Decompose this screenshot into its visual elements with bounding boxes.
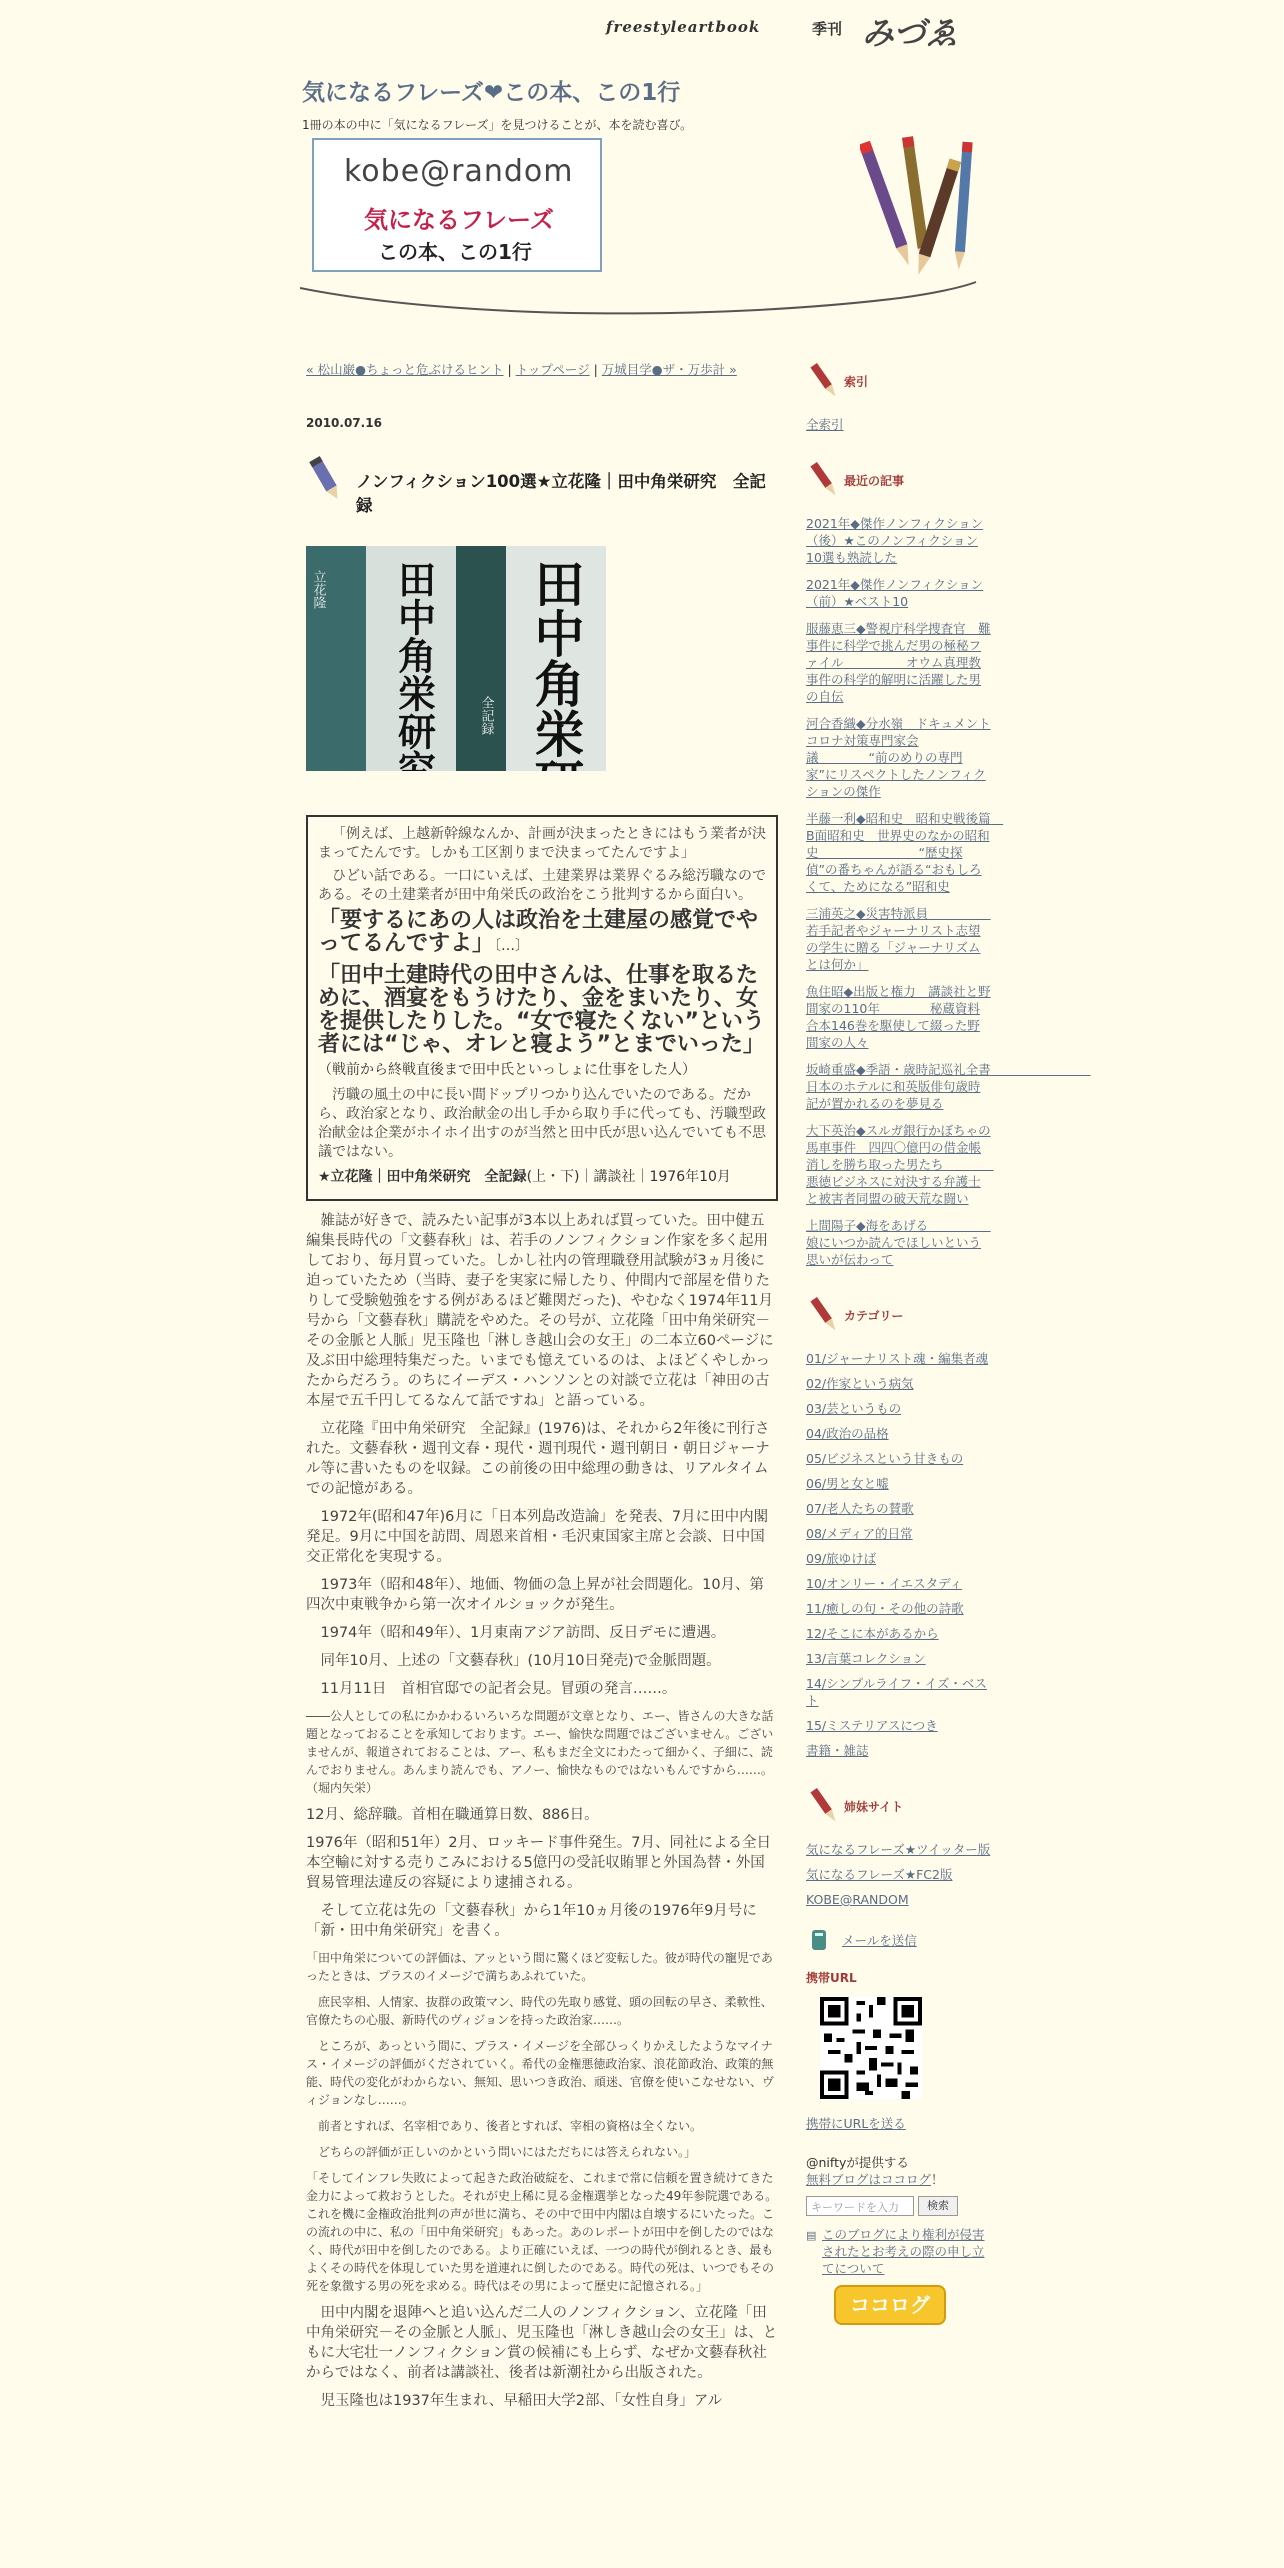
sidebar-index-label: 索引 bbox=[844, 375, 869, 389]
body-paragraph: 田中内閣を退陣へと追い込んだ二人のノンフィクション、立花隆「田中角栄研究－その金脈と人脈」、児玉隆也「淋しき越山会の女王」は、ともに大宅壮一ノンフィクション賞の候補にも上らず、なぜか文藝春秋社からではなく、前者は講談社、後者は新潮社から出版された。 bbox=[306, 2305, 778, 2381]
category-link[interactable]: 15/ミステリアスにつき bbox=[806, 1718, 938, 1733]
search-button[interactable]: 検索 bbox=[918, 2196, 958, 2216]
doc-icon: ▤ bbox=[806, 2229, 817, 2242]
category-link[interactable]: 09/旅ゆけば bbox=[806, 1551, 877, 1566]
sidebar-sister-header bbox=[806, 1785, 992, 1829]
next-post-link[interactable]: 万城目学●ザ・万歩計 » bbox=[601, 362, 737, 377]
blog-title[interactable]: 気になるフレーズ❤この本、この1行 bbox=[302, 80, 681, 106]
body-paragraph: 庶民宰相、人情家、抜群の政策マン、時代の先取り感覚、頭の回転の早さ、柔軟性、官僚たちの心服、新時代のヴィジョンを持った政治家……。 bbox=[306, 1995, 773, 2027]
quote-paragraph: 汚職の風土の中に長い間ドップリつかり込んでいたのである。だから、政治家となり、政治献金の出し手から取り手に代っても、汚職型政治献金は企業がホイホイ出すのが当然と田中氏が思い込んでいても不思議ではない。 bbox=[318, 1087, 766, 1160]
sidebar-category-header bbox=[806, 1294, 992, 1338]
body-paragraph: 「そしてインフレ失敗によって起きた政治破綻を、これまで常に信頼を置き続けてきた金力によって救おうとした。それが史上稀に見る金権選挙となった49年参院選である。これを機に金権政治批判の声が世に満ち、その中で田中内閣は自壊するにいたった。この流れの中に、私の「田中角栄研究」もあった。あのレポートが田中を倒したのではなく、時代が田中を倒したのである。より正確にいえば、一つの時代が倒れるとき、最もよくその時代を体現していた男を道連れに倒したのである。時代の死は、いつでもその死を象徴する男の死を求める。時代はその男によって歴史に記憶される。」 bbox=[306, 2171, 778, 2293]
body-paragraph: ――公人としての私にかかわるいろいろな問題が文章となり、エー、皆さんの大きな話題となっておることを承知しております。エー、愉快な問題ではございません。ございませんが、報道されておることは、アー、私もまだ全文にわたって細かく、子細に、読んでおりません。あんまり読んでも、アノー、愉快なものではないもんですから……。（堀内矢栄） bbox=[306, 1709, 774, 1795]
sidebar-index-header bbox=[806, 360, 992, 404]
mail-row bbox=[806, 1926, 992, 1956]
brand-en: freestyleartbook bbox=[606, 18, 761, 36]
quote-paragraph: ひどい話である。一口にいえば、土建業界は業界ぐるみ総汚職なのである。その土建業者が田中角栄氏の政治をこう批判するから面白い。 bbox=[318, 868, 766, 903]
category-link[interactable]: 08/メディア的日常 bbox=[806, 1526, 913, 1541]
category-link[interactable]: 07/老人たちの賛歌 bbox=[806, 1501, 914, 1516]
citation-details: (上・下)｜講談社｜1976年10月 bbox=[526, 1169, 731, 1185]
nifty-tail: ！ bbox=[931, 2172, 944, 2187]
body-paragraph: そして立花は先の「文藝春秋」から1年10ヵ月後の1976年9月号に「新・田中角栄研究」を書く。 bbox=[306, 1903, 757, 1939]
body-paragraph: 前者とすれば、名宰相であり、後者とすれば、宰相の資格は全くない。 bbox=[318, 2119, 703, 2133]
brush-icon bbox=[806, 1785, 842, 1825]
category-link[interactable]: 04/政治の品格 bbox=[806, 1426, 889, 1441]
recent-post-link[interactable]: 服藤恵三◆警視庁科学捜査官 難事件に科学で挑んだ男の極秘ファイル オウム真理教事件の科学的解明に活躍した男の自伝 bbox=[806, 621, 991, 704]
recent-post-link[interactable]: 三浦英之◆災害特派員 若手記者やジャーナリスト志望の学生に贈る「ジャーナリズムとは何か」 bbox=[806, 906, 991, 972]
cover-author: 立花隆 bbox=[310, 570, 326, 609]
category-link[interactable]: 12/そこに本があるから bbox=[806, 1626, 939, 1641]
recent-post-link[interactable]: 坂崎重盛◆季語・歳時記巡礼全書 日本のホテルに和英版俳句歳時記が置かれるのを夢見る bbox=[806, 1062, 1091, 1111]
post-body bbox=[306, 1211, 778, 2411]
sidebar-category-label: カテゴリー bbox=[844, 1309, 904, 1323]
nifty-info bbox=[806, 2154, 992, 2188]
body-paragraph: 児玉隆也は1937年生まれ、早稲田大学2部、「女性自身」アル bbox=[320, 2393, 723, 2409]
body-paragraph: 「田中角栄についての評価は、アッという間に驚くほど変転した。彼が時代の寵児であったときは、プラスのイメージで満ちあふれていた。 bbox=[306, 1951, 773, 1983]
sidebar bbox=[806, 360, 1091, 2325]
body-paragraph: どちらの評価が正しいのかという問いにはただちには答えられない。」 bbox=[318, 2145, 697, 2159]
body-paragraph: 1976年（昭和51年）2月、ロッキード事件発生。7月、同社による全日本空輸に対する売りこみにおける5億円の受託収賄罪と外国為替・外国貿易管理法違反の容疑により逮捕される。 bbox=[306, 1835, 772, 1891]
nav-separator: | bbox=[589, 362, 602, 377]
cover-title-right: 田中角栄研究 bbox=[526, 558, 586, 771]
brand-jp: みづゑ bbox=[862, 14, 958, 52]
cover-title-left: 田中角栄研究 bbox=[391, 560, 437, 771]
banner-line2: 気になるフレーズ bbox=[364, 206, 554, 234]
category-link[interactable]: 03/芸というもの bbox=[806, 1401, 902, 1416]
citation-title: ★立花隆｜田中角栄研究 全記録 bbox=[318, 1169, 527, 1185]
mobile-url-label: 携帯URL bbox=[806, 1971, 857, 1985]
body-paragraph: 立花隆『田中角栄研究 全記録』(1976)は、それから2年後に刊行された。文藝春秋・週刊文春・現代・週刊現代・週刊朝日・朝日ジャーナル等に書いたものを収録。この前後の田中総理の動きは、リアルタイムでの記憶がある。 bbox=[306, 1421, 770, 1497]
mail-icon bbox=[806, 1926, 834, 1954]
search-input[interactable]: キーワードを入力 bbox=[806, 2196, 914, 2216]
crayon-icon bbox=[306, 456, 346, 502]
body-paragraph: 1974年（昭和49年）、1月東南アジア訪問、反日デモに遭遇。 bbox=[320, 1625, 726, 1641]
banner-line1: kobe@random bbox=[344, 154, 574, 189]
pencils-illustration bbox=[860, 128, 980, 298]
body-paragraph: 1972年(昭和47年)6月に「日本列島改造論」を発表、7月に田中内閣発足。9月に中国を訪問、周恩来首相・毛沢東国家主席と会談、日中国交正常化を実現する。 bbox=[306, 1509, 769, 1565]
quote-paragraph: 「例えば、上越新幹線なんか、計画が決まったときにはもう業者が決まってたんです。しかも工区割りまで決まってたんですよ」 bbox=[318, 826, 766, 861]
body-paragraph: ところが、あっという間に、プラス・イメージを全部ひっくりかえしたようなマイナス・イメージの評価がくだされていく。希代の金権悪徳政治家、浪花節政治、政策的無能、時代の変化がわからない、無知、思いつき政治、頑迷、官僚を使いこなせない、ヴィジョンなし……。 bbox=[306, 2039, 775, 2107]
category-list bbox=[806, 1350, 992, 1759]
recent-post-link[interactable]: 2021年◆傑作ノンフィクション（前）★ベスト10 bbox=[806, 577, 984, 609]
recent-post-link[interactable]: 大下英治◆スルガ銀行かぼちゃの馬車事件 四四〇億円の借金帳消しを勝ち取った男たち 悪徳ビジネスに対決する弁護士と被害者同盟の破天荒な闘い bbox=[806, 1123, 994, 1206]
brush-icon bbox=[806, 1294, 842, 1334]
post-title[interactable]: ノンフィクション100選★立花隆｜田中角栄研究 全記録 bbox=[356, 472, 766, 515]
recent-post-link[interactable]: 河合香織◆分水嶺 ドキュメントコロナ対策専門家会議 “前のめりの専門家”にリスペクトしたノンフィクションの傑作 bbox=[806, 716, 991, 799]
quote-citation bbox=[318, 1168, 766, 1187]
cocolog-logo[interactable]: ココログ bbox=[834, 2285, 946, 2325]
category-link[interactable]: 14/シンプルライフ・イズ・ベスト bbox=[806, 1676, 987, 1708]
main-column bbox=[306, 360, 778, 2419]
category-link[interactable]: 06/男と女と嘘 bbox=[806, 1476, 889, 1491]
quote-highlight-tail: 〔…〕 bbox=[494, 938, 530, 954]
cocolog-link[interactable]: 無料ブログはココログ bbox=[806, 2172, 932, 2187]
category-link[interactable]: 01/ジャーナリスト魂・編集者魂 bbox=[806, 1351, 989, 1366]
recent-post-link[interactable]: 上間陽子◆海をあげる 娘にいつか読んでほしいという思いが伝わって bbox=[806, 1218, 991, 1267]
brand-logo[interactable] bbox=[600, 10, 1000, 52]
quote-highlight-tail: （戦前から終戦直後まで田中氏といっしょに仕事をした人） bbox=[318, 1062, 696, 1078]
category-link[interactable]: 02/作家という病気 bbox=[806, 1376, 914, 1391]
recent-post-link[interactable]: 魚住昭◆出版と権力 講談社と野間家の110年 秘蔵資料合本146巻を駆使して綴った野間家の人々 bbox=[806, 984, 991, 1050]
report-row bbox=[806, 2226, 992, 2277]
quote-highlight-text: 「要するにあの人は政治を土建屋の感覚でやってるんですよ」 bbox=[318, 908, 759, 956]
recent-posts-list bbox=[806, 515, 1091, 1268]
brush-icon bbox=[806, 360, 842, 400]
recent-post-link[interactable]: 半藤一利◆昭和史 昭和史戦後篇 B面昭和史 世界史のなかの昭和史 “歴史探偵”の番ちゃんが語る“おもしろくて、ためになる”昭和史 bbox=[806, 811, 1004, 894]
brand-kikan: 季刊 bbox=[812, 20, 843, 38]
rights-report-link[interactable]: このブログにより権利が侵害されたとお考えの際の申し立てについて bbox=[822, 2227, 985, 2276]
body-paragraph: 1973年（昭和48年）、地価、物価の急上昇が社会問題化。10月、第四次中東戦争から第一次オイルショックが発生。 bbox=[306, 1577, 765, 1613]
post-header bbox=[306, 456, 778, 516]
category-link[interactable]: 13/言葉コレクション bbox=[806, 1651, 926, 1666]
quote-highlight bbox=[318, 964, 766, 1082]
nav-separator: | bbox=[503, 362, 516, 377]
search-form bbox=[806, 2196, 992, 2216]
sister-site-link[interactable]: 気になるフレーズ★FC2版 bbox=[806, 1867, 953, 1882]
book-cover-image[interactable] bbox=[306, 546, 606, 771]
banner-line3: この本、この1行 bbox=[378, 240, 532, 264]
sidebar-recent-header bbox=[806, 459, 992, 503]
brush-icon bbox=[806, 459, 842, 499]
body-paragraph: 同年10月、上述の「文藝春秋」(10月10日発売)で金脈問題。 bbox=[320, 1653, 721, 1669]
body-paragraph: 雑誌が好きで、読みたい記事が3本以上あれば買っていた。田中健五編集長時代の「文藝春秋」は、若手のノンフィクション作家を多く起用しており、毎月買っていた。しかし社内の管理職登用試験が3ヵ月後に迫っていたため（当時、妻子を実家に帰したり、仲間内で部屋を借りたりして受験勉強をする例があるほど難関だった)、やむなく1974年11月号から「文藝春秋」購読をやめた。その号が、立花隆「田中角栄研究－その金脈と人脈」児玉隆也「淋しき越山会の女王」の二本立60ページに及ぶ田中総理特集だった。いまでも憶えているのは、よほどくやしかったからだろう。のちにイーデス・ハンソンとの対談で立花は「神田の古本屋で五千円してるなんて話ですね」と語っている。 bbox=[306, 1213, 774, 1409]
post-date: 2010.07.16 bbox=[306, 416, 382, 430]
sister-site-link[interactable]: KOBE@RANDOM bbox=[806, 1892, 909, 1907]
header-banner[interactable] bbox=[312, 138, 602, 272]
send-mail-link[interactable]: メールを送信 bbox=[842, 1933, 917, 1948]
sidebar-sister-label: 姉妹サイト bbox=[844, 1800, 904, 1814]
quote-highlight bbox=[318, 909, 766, 958]
index-link[interactable]: 全索引 bbox=[806, 417, 844, 432]
header-swoosh bbox=[300, 280, 980, 320]
blog-description: 1冊の本の中に「気になるフレーズ」を見つけることが、本を読む喜び。 bbox=[302, 118, 693, 132]
cover-subtitle: 全記録 bbox=[478, 696, 494, 735]
post-navigation bbox=[306, 360, 778, 378]
quote-box bbox=[306, 815, 778, 1201]
category-link[interactable]: 書籍・雑誌 bbox=[806, 1743, 869, 1758]
qr-code bbox=[820, 1997, 922, 2099]
body-paragraph: 11月11日 首相官邸での記者会見。冒頭の発言……。 bbox=[320, 1681, 677, 1697]
recent-post-link[interactable]: 2021年◆傑作ノンフィクション（後）★このノンフィクション10選も熟読した bbox=[806, 516, 984, 565]
top-page-link[interactable]: トップページ bbox=[515, 362, 590, 377]
category-link[interactable]: 10/オンリー・イエスタディ bbox=[806, 1576, 963, 1591]
quote-highlight-text: 「田中土建時代の田中さんは、仕事を取るために、酒宴をもうけたり、金をまいたり、女を提供したりした。“女で寝たくない”という者には“じゃ、オレと寝よう”とまでいった」 bbox=[318, 963, 765, 1057]
category-link[interactable]: 05/ビジネスという甘きもの bbox=[806, 1451, 964, 1466]
sidebar-recent-label: 最近の記事 bbox=[844, 474, 905, 488]
category-link[interactable]: 11/癒しの句・その他の詩歌 bbox=[806, 1601, 964, 1616]
nifty-line1: @niftyが提供する bbox=[806, 2155, 909, 2170]
send-url-to-mobile-link[interactable]: 携帯にURLを送る bbox=[806, 2116, 906, 2131]
sister-site-link[interactable]: 気になるフレーズ★ツイッター版 bbox=[806, 1842, 991, 1857]
body-paragraph: 12月、総辞職。首相在職通算日数、886日。 bbox=[306, 1807, 599, 1823]
prev-post-link[interactable]: « 松山巌●ちょっと危ぶけるヒント bbox=[306, 362, 504, 377]
